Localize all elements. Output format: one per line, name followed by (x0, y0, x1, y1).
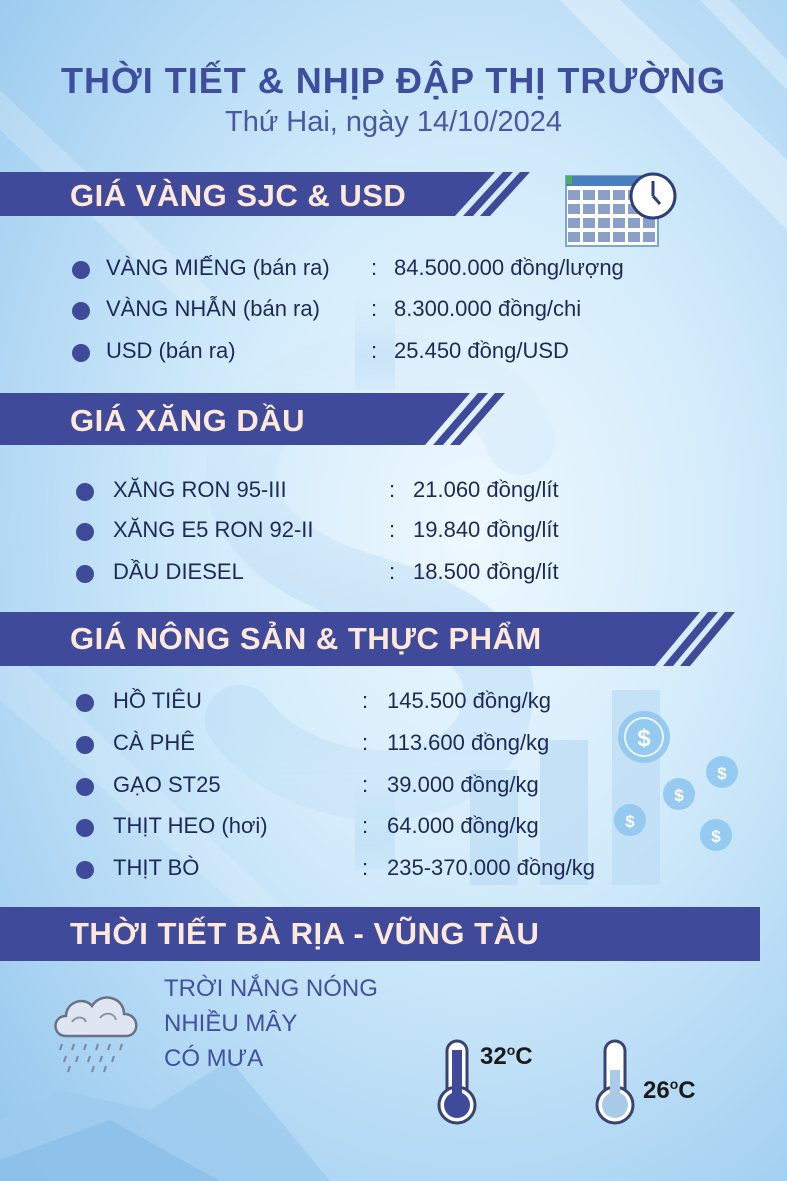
separator: : (389, 517, 396, 542)
bullet-icon (76, 483, 94, 501)
item-label: XĂNG RON 95-III (113, 477, 287, 502)
svg-text:$: $ (674, 786, 684, 805)
bullet-icon (76, 565, 94, 583)
bullet-icon (72, 344, 90, 362)
item-value: 19.840 đồng/lít (413, 517, 559, 542)
item-value: 25.450 đồng/USD (394, 338, 569, 363)
separator: : (362, 772, 369, 797)
svg-text:$: $ (711, 827, 721, 846)
item-label: DẦU DIESEL (113, 559, 244, 584)
fuel-section-title: GIÁ XĂNG DẦU (70, 403, 306, 438)
separator: : (371, 255, 378, 280)
fuel-section-banner (0, 393, 520, 437)
bullet-icon (76, 523, 94, 541)
date-subtitle: Thứ Hai, ngày 14/10/2024 (224, 106, 563, 138)
svg-text:$: $ (717, 764, 727, 783)
weather-section-banner (0, 907, 760, 961)
svg-text:$: $ (637, 725, 651, 752)
item-value: 8.300.000 đồng/chi (394, 296, 582, 321)
separator: : (389, 477, 396, 502)
gold-section-title: GIÁ VÀNG SJC & USD (70, 178, 407, 213)
item-label: VÀNG NHẪN (bán ra) (106, 296, 320, 321)
bullet-icon (76, 778, 94, 796)
item-label: GẠO ST25 (113, 772, 221, 797)
degree-symbol: o (669, 1076, 679, 1092)
separator: : (371, 296, 378, 321)
weather-section-title: THỜI TIẾT BÀ RỊA - VŨNG TÀU (70, 916, 540, 951)
bullet-icon (72, 302, 90, 320)
separator: : (389, 559, 396, 584)
weather-condition: CÓ MƯA (164, 1045, 264, 1072)
separator: : (371, 338, 378, 363)
bullet-icon (76, 694, 94, 712)
separator: : (362, 688, 369, 713)
temperature-low-value: 26 (643, 1077, 670, 1104)
item-label: XĂNG E5 RON 92-II (113, 517, 314, 542)
svg-text:$: $ (625, 812, 635, 831)
item-value: 18.500 đồng/lít (413, 559, 559, 584)
gold-section-banner (0, 172, 540, 216)
cloud-rain-icon (48, 988, 144, 1074)
item-label: THỊT HEO (hơi) (113, 813, 268, 838)
item-value: 21.060 đồng/lít (413, 477, 559, 502)
item-value: 113.600 đồng/kg (387, 730, 550, 755)
bullet-icon (76, 861, 94, 879)
thermometer-high-icon (434, 1038, 480, 1128)
item-value: 39.000 đồng/kg (387, 772, 539, 797)
agri-section-banner (0, 612, 740, 656)
weather-condition: TRỜI NẮNG NÓNG (164, 975, 378, 1002)
item-value: 145.500 đồng/kg (387, 688, 551, 713)
item-value: 235-370.000 đồng/kg (387, 855, 595, 880)
weather-condition: NHIỀU MÂY (164, 1010, 298, 1037)
page-title: THỜI TIẾT & NHỊP ĐẬP THỊ TRƯỜNG (61, 60, 726, 101)
temperature-high-value: 32 (480, 1043, 507, 1070)
bullet-icon (76, 736, 94, 754)
temperature-unit: C (515, 1043, 533, 1070)
temperature-low (643, 1076, 696, 1105)
item-value: 84.500.000 đồng/lượng (394, 255, 624, 280)
item-label: CÀ PHÊ (113, 730, 195, 755)
thermometer-low-icon (592, 1038, 638, 1128)
item-label: HỒ TIÊU (113, 688, 202, 713)
item-label: THỊT BÒ (113, 855, 200, 880)
separator: : (362, 730, 369, 755)
item-label: VÀNG MIẾNG (bán ra) (106, 255, 330, 280)
temperature-high (480, 1042, 533, 1071)
item-label: USD (bán ra) (106, 338, 236, 363)
degree-symbol: o (506, 1042, 516, 1058)
separator: : (362, 855, 369, 880)
agri-section-title: GIÁ NÔNG SẢN & THỰC PHẨM (70, 621, 542, 656)
bullet-icon (76, 819, 94, 837)
temperature-unit: C (678, 1077, 696, 1104)
item-value: 64.000 đồng/kg (387, 813, 539, 838)
separator: : (362, 813, 369, 838)
calendar-clock-icon (560, 168, 680, 250)
bullet-icon (72, 261, 90, 279)
